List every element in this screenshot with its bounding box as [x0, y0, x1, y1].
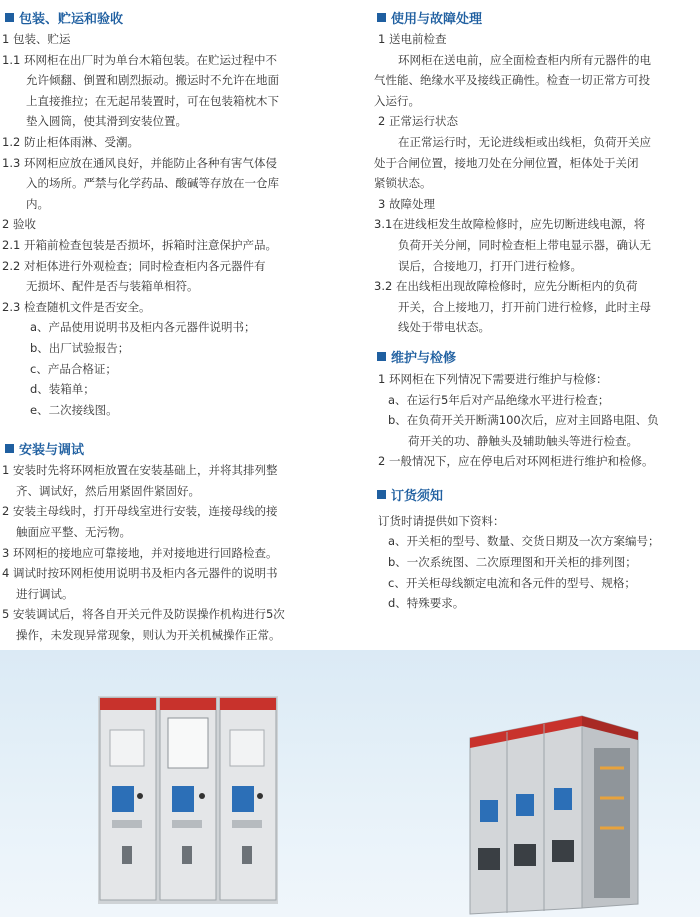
text-line: 2.3 检查随机文件是否安全。 — [2, 299, 151, 314]
text-line: 误后，合接地刀，打开门进行检修。 — [398, 258, 582, 273]
text-line: 操作，未发现异常现象，则认为开关机械操作正常。 — [16, 628, 281, 643]
section-title-ordering: 订货须知 — [374, 484, 698, 506]
list-item: d、装箱单； — [30, 382, 95, 397]
list-item: b、在负荷开关开断满100次后，应对主回路电阻、负 — [388, 413, 659, 428]
text-line: 允许倾翻、倒置和剧烈振动。搬运时不允许在地面 — [26, 73, 279, 88]
text-line: 2.2 对柜体进行外观检查；同时检查柜内各元器件有 — [2, 258, 266, 273]
text-line: 内。 — [26, 196, 49, 211]
list-item: c、产品合格证； — [30, 361, 117, 376]
cabinet-photo-angled — [462, 708, 642, 918]
right-column — [374, 0, 698, 614]
text-line: 气性能、绝缘水平及接线正确性。检查一切正常方可投 — [374, 73, 650, 88]
text-line: 入运行。 — [374, 93, 420, 108]
text-line: 1 安装时先将环网柜放置在安装基础上，并将其排列整 — [2, 463, 278, 478]
text-line: 触面应平整、无污物。 — [16, 525, 131, 540]
text-line: 在正常运行时，无论进线柜或出线柜，负荷开关应 — [398, 134, 651, 149]
list-item: d、特殊要求。 — [388, 596, 465, 611]
cabinet-photo-front — [98, 696, 278, 904]
text-line: 无损坏、配件是否与装箱单相符。 — [26, 279, 199, 294]
list-item: c、开关柜母线额定电流和各元件的型号、规格； — [388, 575, 636, 590]
text-line: 3 故障处理 — [378, 196, 435, 211]
list-item: b、出厂试验报告； — [30, 340, 130, 355]
text-line: 1.2 防止柜体雨淋、受潮。 — [2, 134, 139, 149]
text-line: 2 一般情况下，应在停电后对环网柜进行维护和检修。 — [378, 454, 654, 469]
cabinet-unit — [160, 698, 216, 900]
list-item: e、二次接线图。 — [30, 402, 118, 417]
text-line: 5 安装调试后，将各自开关元件及防误操作机构进行5次 — [2, 607, 285, 622]
text-line: 处于合闸位置，接地刀处在分闸位置，柜体处于关闭 — [374, 155, 639, 170]
square-bullet-icon — [5, 444, 14, 453]
text-line: 3.1在进线柜发生故障检修时，应先切断进线电源，将 — [374, 217, 646, 232]
section-title-operation: 使用与故障处理 — [374, 6, 698, 28]
text-line: 入的场所。严禁与化学药品、酸碱等存放在一仓库 — [26, 176, 279, 191]
text-line: 1.1 环网柜在出厂时为单台木箱包装。在贮运过程中不 — [2, 52, 277, 67]
text-line: 2 正常运行状态 — [378, 114, 458, 129]
text-line: 紧锁状态。 — [374, 176, 432, 191]
text-line: 2 安装主母线时，打开母线室进行安装，连接母线的接 — [2, 504, 278, 519]
text-line: 环网柜在送电前，应全面检查柜内所有元器件的电 — [398, 52, 651, 67]
text-line: 垫入圆筒，使其滑到安装位置。 — [26, 114, 187, 129]
text-line: 齐、调试好，然后用紧固件紧固好。 — [16, 483, 200, 498]
list-item: a、开关柜的型号、数量、交货日期及一次方案编号； — [388, 534, 660, 549]
cabinet-unit — [220, 698, 276, 900]
text-line: 开关，合上接地刀，打开前门进行检修，此时主母 — [398, 299, 651, 314]
text-line: 1.3 环网柜应放在通风良好，并能防止各种有害气体侵 — [2, 155, 277, 170]
text-line: 4 调试时按环网柜使用说明书及柜内各元器件的说明书 — [2, 566, 278, 581]
text-line: 订货时请提供如下资料： — [378, 513, 505, 528]
section-title-installation: 安装与调试 — [2, 437, 342, 459]
text-line: 进行调试。 — [16, 586, 74, 601]
square-bullet-icon — [377, 490, 386, 499]
text-line: 3 环网柜的接地应可靠接地，并对接地进行回路检查。 — [2, 545, 278, 560]
text-line: 线处于带电状态。 — [398, 320, 490, 335]
section-title-packaging: 包装、贮运和验收 — [2, 6, 342, 28]
product-photo-band — [0, 650, 700, 917]
cabinet-unit — [100, 698, 156, 900]
list-item: b、一次系统图、二次原理图和开关柜的排列图； — [388, 555, 637, 570]
square-bullet-icon — [5, 13, 14, 22]
square-bullet-icon — [377, 352, 386, 361]
list-item: a、产品使用说明书及柜内各元器件说明书； — [30, 320, 256, 335]
text-line: 荷开关的功、静触头及辅助触头等进行检查。 — [408, 433, 638, 448]
text-line: 1 包装、贮运 — [2, 32, 71, 46]
text-line: 3.2 在出线柜出现故障检修时，应先分断柜内的负荷 — [374, 279, 638, 294]
text-line: 负荷开关分闸，同时检查柜上带电显示器，确认无 — [398, 237, 651, 252]
square-bullet-icon — [377, 13, 386, 22]
text-line: 1 送电前检查 — [378, 32, 447, 46]
left-column — [2, 0, 342, 646]
text-line: 2 验收 — [2, 217, 36, 232]
text-line: 上直接推拉；在无起吊装置时，可在包装箱枕木下 — [26, 93, 279, 108]
text-line: 1 环网柜在下列情况下需要进行维护与检修： — [378, 371, 608, 386]
section-title-maintenance: 维护与检修 — [374, 346, 698, 368]
list-item: a、在运行5年后对产品绝缘水平进行检查； — [388, 392, 610, 407]
text-line: 2.1 开箱前检查包装是否损坏，拆箱时注意保护产品。 — [2, 237, 277, 252]
